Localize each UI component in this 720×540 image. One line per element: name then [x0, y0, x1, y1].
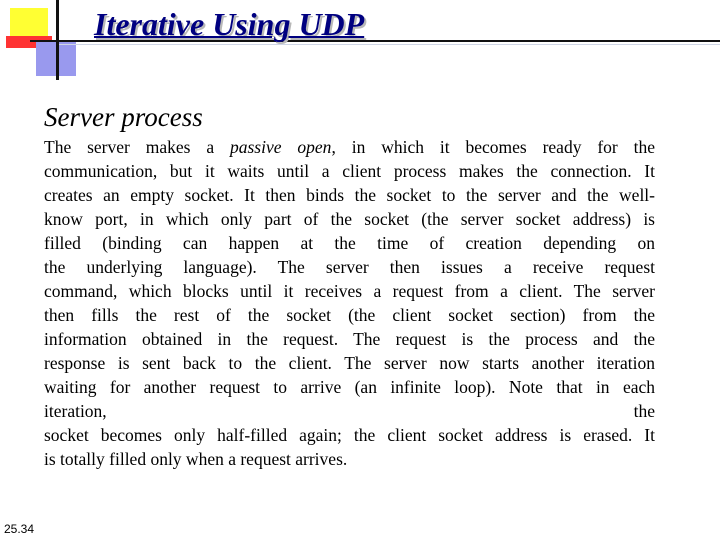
- paragraph-line: is totally filled only when a request arrives.: [44, 449, 348, 469]
- paragraph-line: then fills the rest of the socket (the client socket section) from the: [44, 305, 655, 325]
- paragraph-line: filled (binding can happen at the time of creation depending on: [44, 233, 655, 253]
- body-paragraph: [44, 135, 655, 471]
- paragraph-line: command, which blocks until it receives a request from a client. The server: [44, 281, 655, 301]
- paragraph-text: , in which it becomes ready for the: [331, 137, 656, 157]
- paragraph-line: [44, 135, 655, 159]
- title-shadow-rule: [59, 44, 720, 45]
- page-title: Iterative Using UDP: [94, 6, 365, 42]
- paragraph-line: response is sent back to the client. The server now starts another iteration: [44, 353, 655, 373]
- paragraph-line: the underlying language). The server then issues a receive request: [44, 257, 655, 277]
- paragraph-line: iteration, the: [44, 401, 655, 421]
- paragraph-text: The server makes a: [44, 137, 215, 157]
- paragraph-line: know port, in which only part of the socket (the server socket address) is: [44, 209, 655, 229]
- emphasized-term: passive open: [230, 137, 332, 157]
- paragraph-line: information obtained in the request. The request is the process and the: [44, 329, 655, 349]
- paragraph-line: creates an empty socket. It then binds the socket to the server and the well-: [44, 185, 655, 205]
- paragraph-line: socket becomes only half-filled again; the client socket address is erased. It: [44, 425, 655, 445]
- paragraph-line: communication, but it waits until a client process makes the connection. It: [44, 161, 655, 181]
- section-heading: Server process: [44, 102, 203, 132]
- paragraph-line: waiting for another request to arrive (an infinite loop). Note that in each: [44, 377, 655, 397]
- page-number: 25.34: [4, 522, 35, 536]
